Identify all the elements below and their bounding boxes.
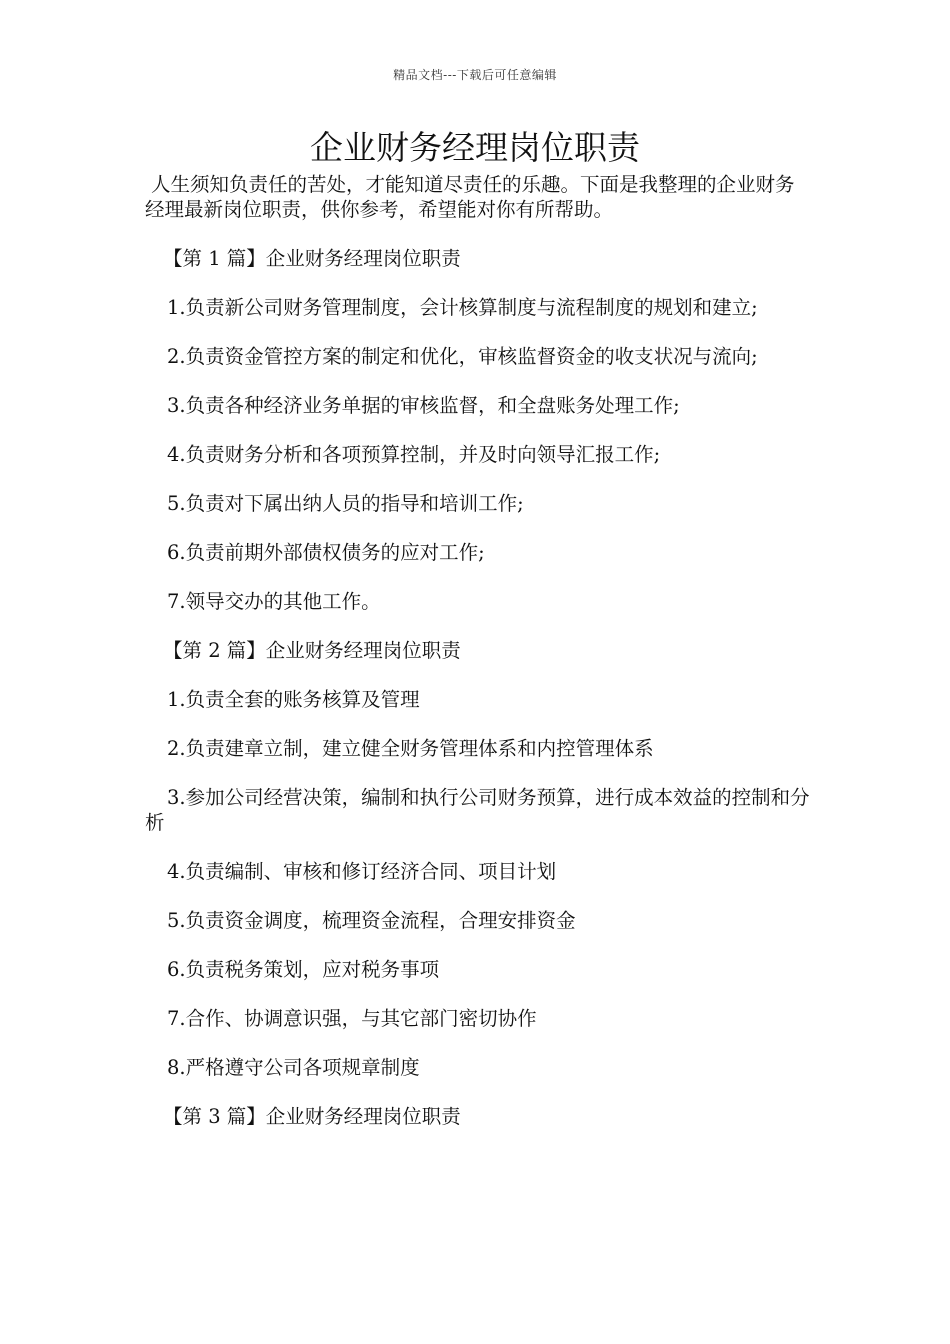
list-item: 7.领导交办的其他工作。	[167, 590, 381, 613]
section-heading-2: 【第 2 篇】企业财务经理岗位职责	[163, 639, 461, 662]
list-item: 1.负责新公司财务管理制度，会计核算制度与流程制度的规划和建立;	[167, 296, 758, 319]
intro-paragraph: 人生须知负责任的苦处，才能知道尽责任的乐趣。下面是我整理的企业财务经理最新岗位职责，供你参考，希望能对你有所帮助。	[145, 173, 795, 221]
list-item: 3.参加公司经营决策，编制和执行公司财务预算，进行成本效益的控制和分析	[145, 786, 810, 834]
list-item: 4.负责编制、审核和修订经济合同、项目计划	[167, 860, 557, 883]
list-item: 8.严格遵守公司各项规章制度	[167, 1056, 420, 1079]
list-item: 3.负责各种经济业务单据的审核监督，和全盘账务处理工作;	[167, 394, 680, 417]
list-item: 6.负责前期外部债权债务的应对工作;	[167, 541, 485, 564]
list-item: 4.负责财务分析和各项预算控制，并及时向领导汇报工作;	[167, 443, 661, 466]
list-item: 5.负责对下属出纳人员的指导和培训工作;	[167, 492, 524, 515]
header-note: 精品文档---下载后可任意编辑	[393, 68, 557, 82]
list-item: 2.负责建章立制，建立健全财务管理体系和内控管理体系	[167, 737, 654, 760]
list-item: 5.负责资金调度，梳理资金流程，合理安排资金	[167, 909, 576, 932]
page-title: 企业财务经理岗位职责	[310, 128, 640, 167]
list-item: 1.负责全套的账务核算及管理	[167, 688, 420, 711]
list-item: 6.负责税务策划，应对税务事项	[167, 958, 440, 981]
list-item: 2.负责资金管控方案的制定和优化，审核监督资金的收支状况与流向;	[167, 345, 758, 368]
section-heading-1: 【第 1 篇】企业财务经理岗位职责	[163, 247, 461, 270]
document-body	[145, 172, 810, 1153]
section-heading-3: 【第 3 篇】企业财务经理岗位职责	[163, 1105, 461, 1128]
list-item: 7.合作、协调意识强，与其它部门密切协作	[167, 1007, 537, 1030]
